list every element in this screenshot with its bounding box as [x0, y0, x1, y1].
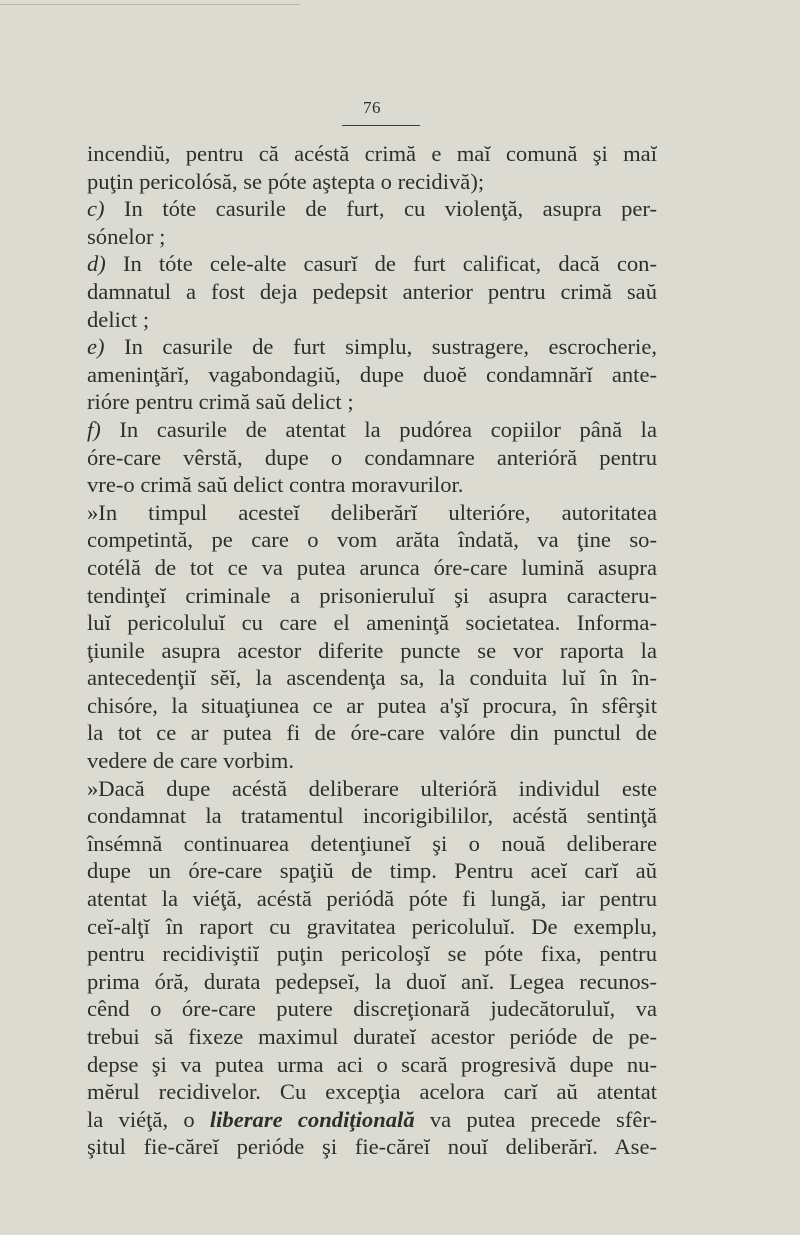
- text-line: [87, 637, 657, 665]
- text-line: [87, 968, 657, 996]
- text-line: [87, 554, 657, 582]
- line-text: puţin pericolósă, se póte aştepta o recidivă);: [87, 168, 485, 194]
- text-line: [87, 306, 657, 334]
- text-line: [87, 278, 657, 306]
- text-line: [87, 361, 657, 389]
- text-line: [87, 250, 657, 278]
- line-text: cênd o óre-care putere discreţionară judecătoruluĭ, va: [87, 996, 657, 1022]
- line-text: vre-o crimă saŭ delict contra moravurilor.: [87, 472, 464, 498]
- line-text: tendinţeĭ criminale a prisonieruluĭ şi asupra caracteru-: [87, 582, 657, 608]
- line-text: damnatul a fost deja pedepsit anterior pentru crimă saŭ: [87, 278, 657, 304]
- line-text: la tot ce ar putea fi de óre-care valóre din punctul de: [87, 720, 657, 746]
- text-line: [87, 140, 657, 168]
- line-text: In tóte casurile de furt, cu violenţă, asupra per-: [104, 196, 657, 222]
- line-text: trebui să fixeze maximul durateĭ acestor periódе de pe-: [87, 1024, 657, 1049]
- line-text: vedere de care vorbim.: [87, 748, 294, 774]
- text-line: [87, 802, 657, 830]
- text-line: [87, 857, 657, 885]
- page-number-rule: [342, 125, 420, 126]
- page-number: 76: [363, 98, 381, 117]
- line-text: sónelor ;: [87, 223, 166, 249]
- line-text: pentru recidiviştiĭ puţin pericoloşĭ se póte fixa, pentru: [87, 941, 657, 967]
- text-line: [87, 471, 657, 499]
- line-text: depse şi va putea urma aci o scară progresivă dupe nu-: [87, 1051, 657, 1077]
- text-line: [87, 168, 657, 196]
- text-line: [87, 499, 657, 527]
- text-line: [87, 1023, 657, 1051]
- text-line: [87, 444, 657, 472]
- text-line: [87, 526, 657, 554]
- text-line: [87, 885, 657, 913]
- line-text: In casurile de atentat la pudórea copiilor până la: [100, 416, 657, 442]
- line-text: atentat la viéţă, acéstă periódă póte fi lungă, iar pentru: [87, 886, 657, 912]
- text-line: [87, 1133, 657, 1161]
- list-item-label: c): [87, 196, 105, 222]
- text-line: [87, 195, 657, 223]
- line-text: »Dacă dupe acéstă deliberare ulterióră individul este: [87, 775, 657, 801]
- line-text: însémnă continuarea detenţiuneĭ şi o nouă deliberare: [87, 830, 657, 856]
- text-line: [87, 1078, 657, 1106]
- text-line: [87, 416, 657, 444]
- text-line: [87, 664, 657, 692]
- text-line: [87, 747, 657, 775]
- line-text: ceĭ-alţĭ în raport cu gravitatea pericoluluĭ. De exemplu,: [87, 913, 657, 939]
- emphasized-term: liberare condiţională: [209, 1106, 415, 1132]
- text-line: [87, 1051, 657, 1079]
- line-text: incendiŭ, pentru că acéstă crimă e maĭ comună şi maĭ: [87, 141, 657, 166]
- line-text: antecedenţiĭ sĕĭ, la ascendenţa sa, la conduita luĭ în în-: [87, 665, 657, 691]
- line-text: óre-care vêrstă, dupe o condamnare anterióră pentru: [87, 444, 657, 470]
- text-line: [87, 830, 657, 858]
- line-text: cotélă de tot ce va putea arunca óre-care lumină asupra: [87, 554, 657, 580]
- text-line: [87, 223, 657, 251]
- line-text: luĭ pericoluluĭ cu care el ameninţă societatea. Informa-: [87, 610, 657, 636]
- list-item-label: d): [87, 251, 106, 277]
- line-text: condamnat la tratamentul incorigibililor, acéstă sentinţă: [87, 803, 657, 829]
- text-line: [87, 1106, 657, 1134]
- line-text: rióre pentru crimă saŭ delict ;: [87, 389, 354, 415]
- text-line: [87, 609, 657, 637]
- text-line: [87, 995, 657, 1023]
- line-text: In tóte cele-alte casurĭ de furt calificat, dacă con-: [105, 251, 657, 277]
- line-text: ameninţărĭ, vagabondagiŭ, dupe duoĕ condamnărĭ ante-: [87, 361, 657, 387]
- text-line: [87, 940, 657, 968]
- line-text: competintă, pe care o vom arăta îndată, va ţine so-: [87, 527, 657, 553]
- line-text: dupe un óre-care spaţiŭ de timp. Pentru aceĭ carĭ aŭ: [87, 858, 657, 884]
- line-text: va putea precede sfêr-: [414, 1106, 657, 1132]
- body-text: [87, 140, 657, 1161]
- line-text: In casurile de furt simplu, sustragere, escrocherie,: [104, 334, 657, 360]
- text-line: [87, 775, 657, 803]
- line-text: mĕrul recidivelor. Cu excepţia acelora carĭ aŭ atentat: [87, 1079, 657, 1105]
- line-text: ţiunile asupra acestor diferite puncte se vor raporta la: [87, 637, 657, 663]
- line-text: la viéţă, o: [87, 1106, 210, 1132]
- text-line: [87, 582, 657, 610]
- list-item-label: e): [87, 334, 105, 360]
- line-text: »In timpul acesteĭ deliberărĭ ulterióre, autoritatea: [87, 499, 657, 525]
- top-edge-rule: [0, 4, 300, 5]
- line-text: chisóre, la situaţiunea ce ar putea a'şĭ procura, în sfêrşit: [87, 692, 657, 718]
- text-line: [87, 692, 657, 720]
- text-line: [87, 388, 657, 416]
- text-line: [87, 913, 657, 941]
- line-text: delict ;: [87, 306, 150, 332]
- line-text: prima óră, durata pedepseĭ, la duoĭ anĭ. Legea recunos-: [87, 968, 657, 994]
- text-line: [87, 333, 657, 361]
- list-item-label: f): [87, 416, 101, 442]
- text-line: [87, 719, 657, 747]
- line-text: şitul fie-căreĭ periódе şi fie-căreĭ nouĭ deliberărĭ. Ase-: [87, 1134, 657, 1160]
